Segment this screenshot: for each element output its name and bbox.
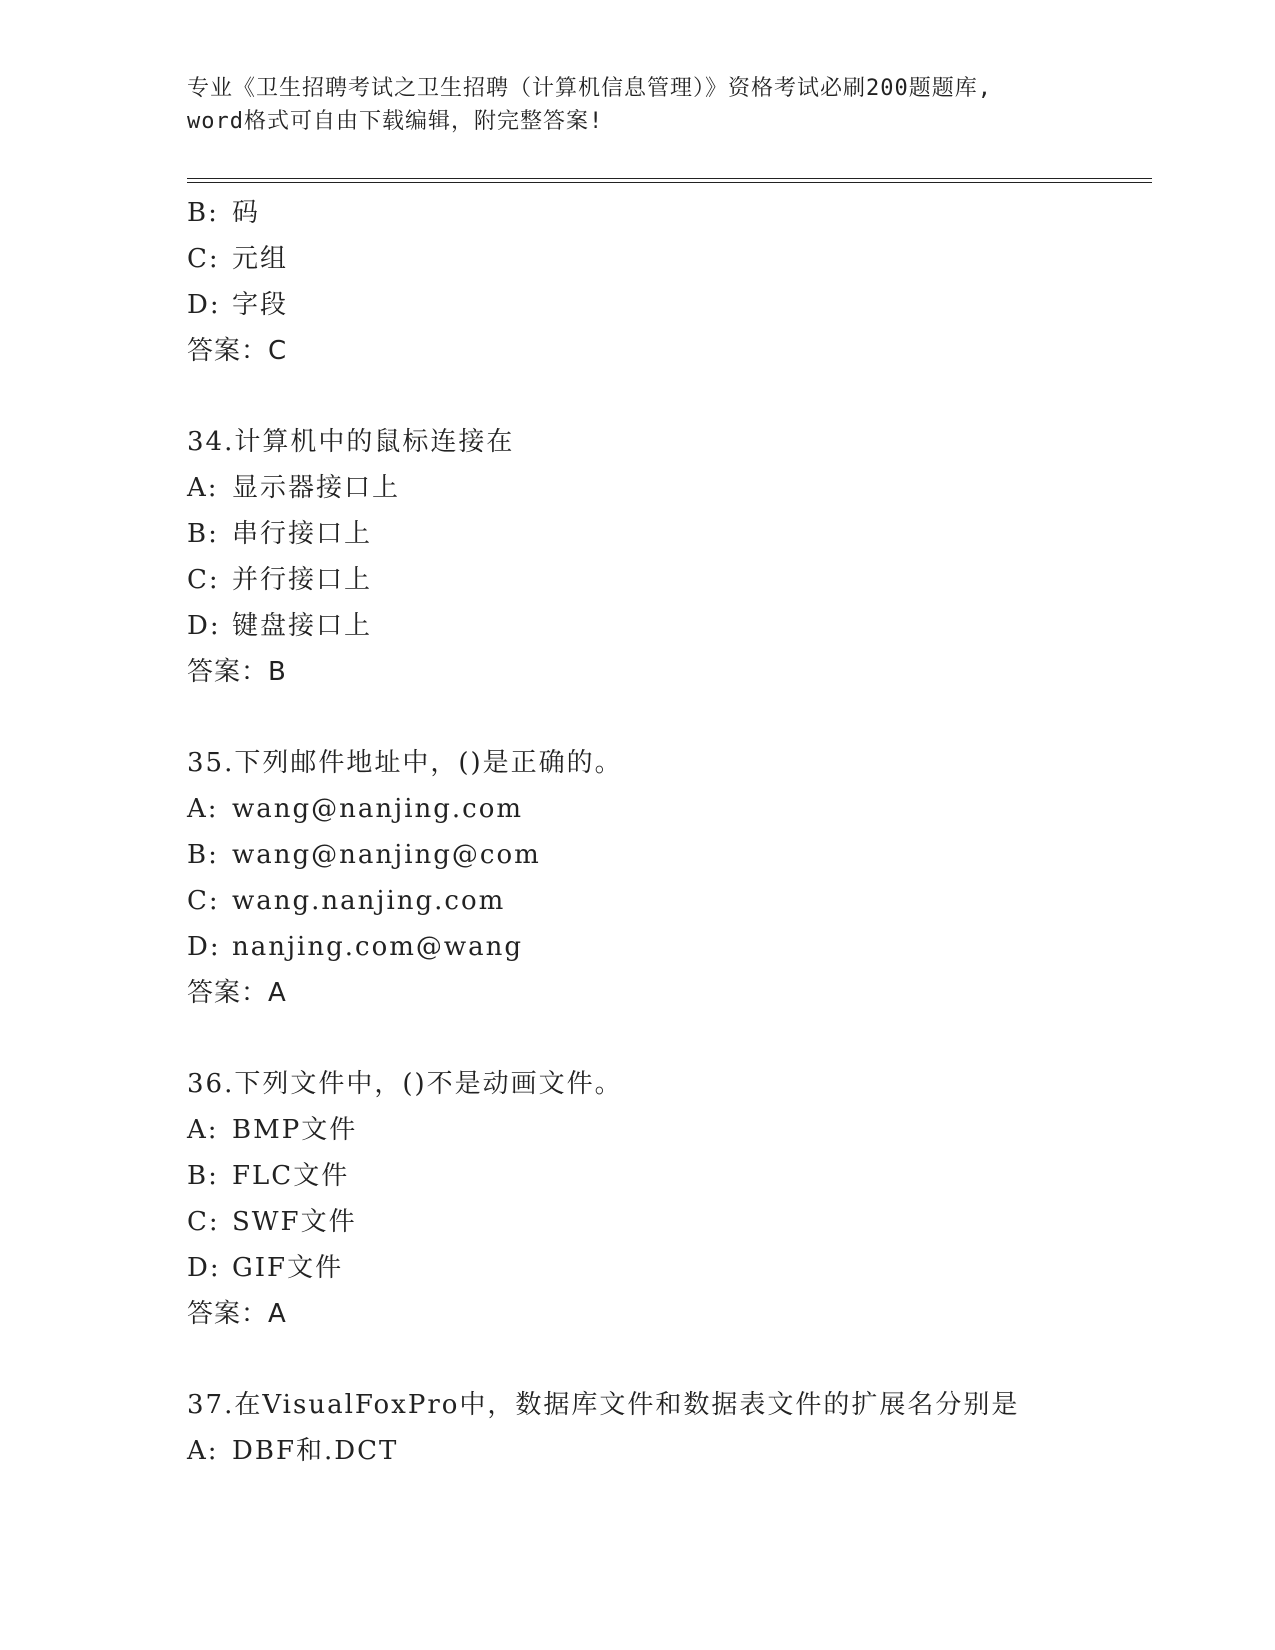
header-subtitle-line: word格式可自由下载编辑，附完整答案!	[187, 109, 604, 134]
answer-line: 答案：C	[187, 336, 288, 366]
option-letter: C:	[187, 565, 220, 595]
header-divider-bottom	[187, 182, 1152, 183]
option-text: DBF和.DCT	[232, 1436, 399, 1466]
document-header	[187, 72, 1087, 138]
question-stem: 35.下列邮件地址中，()是正确的。	[187, 748, 623, 778]
option-c	[187, 878, 1147, 924]
option-text: wang.nanjing.com	[232, 886, 506, 916]
option-text: SWF文件	[232, 1207, 357, 1237]
option-text: FLC文件	[232, 1161, 350, 1191]
question-stem: 34.计算机中的鼠标连接在	[187, 427, 515, 457]
option-letter: C:	[187, 886, 220, 916]
option-text: 显示器接口上	[232, 473, 401, 503]
option-text: 码	[232, 198, 261, 228]
header-divider-top	[187, 178, 1152, 179]
option-letter: A:	[187, 473, 219, 503]
option-text: nanjing.com@wang	[232, 932, 524, 962]
option-letter: D:	[187, 1253, 221, 1283]
option-b	[187, 190, 1147, 236]
option-d	[187, 924, 1147, 970]
option-letter: B:	[187, 519, 219, 549]
option-letter: A:	[187, 1115, 219, 1145]
option-b	[187, 832, 1147, 878]
option-letter: A:	[187, 1436, 219, 1466]
option-text: BMP文件	[232, 1115, 358, 1145]
question-37	[187, 1382, 1147, 1474]
answer-line: 答案：B	[187, 657, 287, 687]
question-stem: 36.下列文件中，()不是动画文件。	[187, 1069, 623, 1099]
option-letter: B:	[187, 198, 219, 228]
option-text: 键盘接口上	[232, 611, 373, 641]
option-letter: B:	[187, 1161, 219, 1191]
option-text: 并行接口上	[232, 565, 373, 595]
option-d	[187, 603, 1147, 649]
option-text: wang@nanjing.com	[232, 794, 524, 824]
option-c	[187, 1199, 1147, 1245]
answer-line: 答案：A	[187, 1299, 287, 1329]
option-a	[187, 1107, 1147, 1153]
option-letter: C:	[187, 244, 220, 274]
option-a	[187, 786, 1147, 832]
option-letter: D:	[187, 932, 221, 962]
option-a	[187, 1428, 1147, 1474]
question-list	[187, 190, 1147, 1474]
option-text: 串行接口上	[232, 519, 373, 549]
option-b	[187, 1153, 1147, 1199]
option-text: GIF文件	[232, 1253, 344, 1283]
question-36	[187, 1061, 1147, 1337]
option-d	[187, 1245, 1147, 1291]
header-title-line: 专业《卫生招聘考试之卫生招聘（计算机信息管理）》资格考试必刷200题题库,	[187, 76, 992, 101]
option-letter: B:	[187, 840, 219, 870]
option-text: wang@nanjing@com	[232, 840, 541, 870]
option-letter: C:	[187, 1207, 220, 1237]
question-34	[187, 419, 1147, 695]
option-text: 元组	[232, 244, 289, 274]
option-b	[187, 511, 1147, 557]
option-letter: A:	[187, 794, 219, 824]
option-c	[187, 236, 1147, 282]
answer-line: 答案：A	[187, 978, 287, 1008]
option-a	[187, 465, 1147, 511]
option-text: 字段	[232, 290, 289, 320]
question-partial	[187, 190, 1147, 374]
question-35	[187, 740, 1147, 1016]
option-c	[187, 557, 1147, 603]
question-stem: 37.在VisualFoxPro中，数据库文件和数据表文件的扩展名分别是	[187, 1390, 1020, 1420]
option-letter: D:	[187, 611, 221, 641]
option-d	[187, 282, 1147, 328]
option-letter: D:	[187, 290, 221, 320]
